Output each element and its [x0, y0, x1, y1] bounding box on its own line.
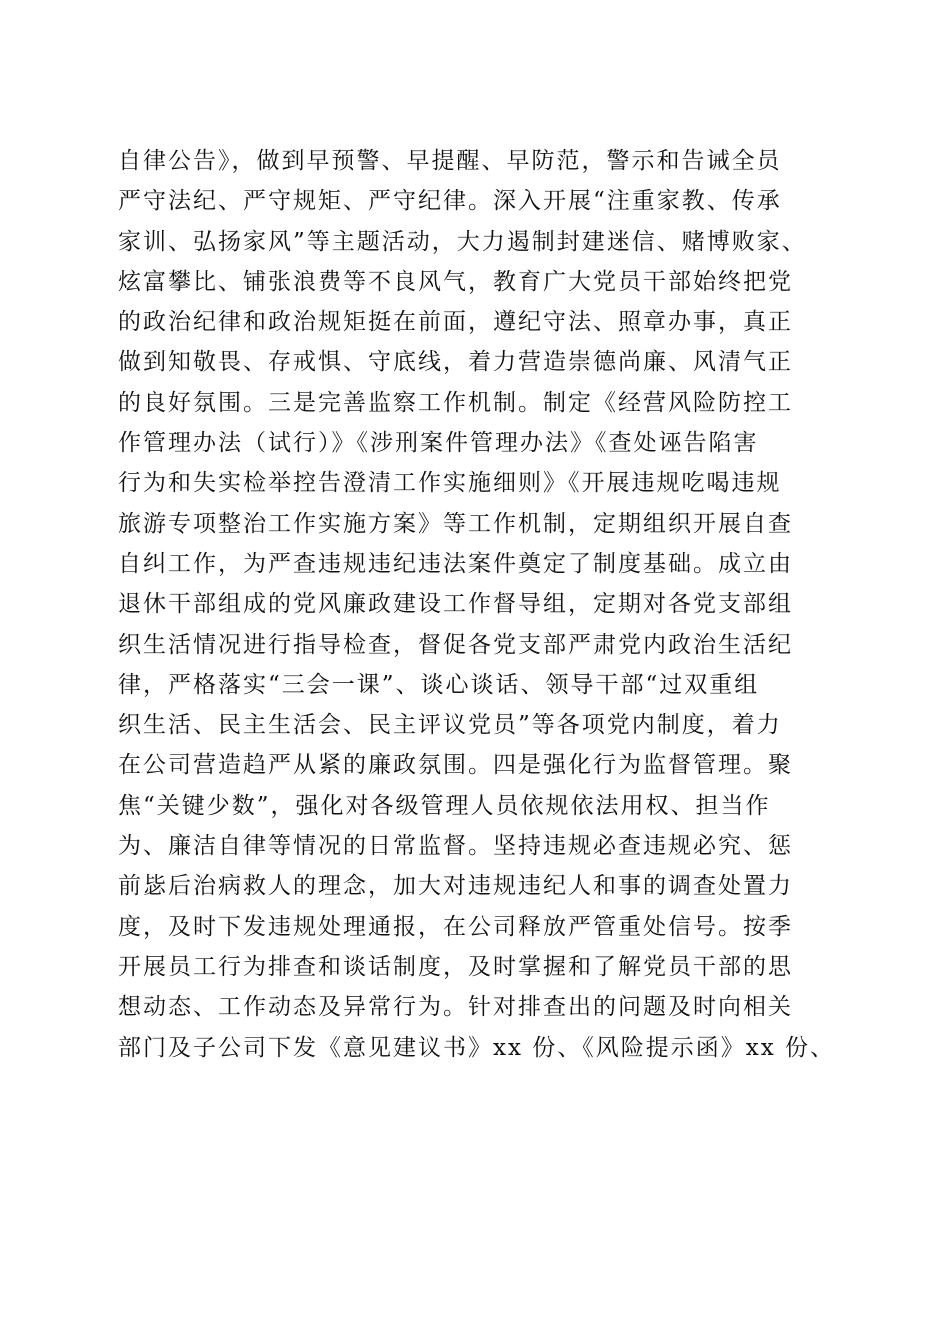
text-line: 旅游专项整治工作实施方案》等工作机制，定期组织开展自查	[118, 510, 793, 537]
text-line: 焦“关键少数”，强化对各级管理人员依规依法用权、担当作	[118, 792, 771, 819]
text-line: 的良好氛围。三是完善监察工作机制。制定《经营风险防控工	[118, 389, 793, 416]
text-line: 严守法纪、严守规矩、严守纪律。深入开展“注重家教、传承	[118, 188, 782, 215]
text-line: 做到知敬畏、存戒惧、守底线，着力营造崇德尚廉、风清气正	[118, 349, 793, 376]
text-line: 织生活情况进行指导检查，督促各党支部严肃党内政治生活纪	[118, 631, 793, 658]
body-paragraph	[118, 141, 838, 1068]
text-line: 为、廉洁自律等情况的日常监督。坚持违规必查违规必究、惩	[118, 833, 793, 860]
text-line: 织生活、民主生活会、民主评议党员”等各项党内制度，着力	[118, 712, 782, 739]
text-line: 自律公告》，做到早预警、早提醒、早防范，警示和告诫全员	[118, 148, 782, 174]
text-line: 家训、弘扬家风”等主题活动，大力遏制封建迷信、赌博败家、	[118, 228, 807, 255]
text-line: 行为和失实检举控告澄清工作实施细则》《开展违规吃喝违规	[118, 470, 782, 497]
text-line: 退休干部组成的党风廉政建设工作督导组，定期对各党支部组	[118, 591, 793, 618]
text-line: 部门及子公司下发《意见建议书》xx 份、《风险提示函》xx 份、	[118, 1034, 836, 1061]
text-line: 前毖后治病救人的理念，加大对违规违纪人和事的调查处置力	[118, 873, 793, 900]
text-line: 作管理办法（试行）》《涉刑案件管理办法》《查处诬告陷害	[118, 430, 759, 457]
text-line: 开展员工行为排查和谈话制度，及时掌握和了解党员干部的思	[118, 953, 793, 980]
text-line: 度，及时下发违规处理通报，在公司释放严管重处信号。按季	[118, 913, 793, 940]
text-line: 自纠工作，为严查违规违纪违法案件奠定了制度基础。成立由	[118, 550, 793, 577]
text-line: 在公司营造趋严从紧的廉政氛围。四是强化行为监督管理。聚	[118, 752, 793, 779]
text-line: 的政治纪律和政治规矩挺在前面，遵纪守法、照章办事，真正	[118, 309, 793, 336]
text-line: 想动态、工作动态及异常行为。针对排查出的问题及时向相关	[118, 994, 793, 1021]
text-line: 炫富攀比、铺张浪费等不良风气，教育广大党员干部始终把党	[118, 268, 793, 295]
text-line: 律，严格落实“三会一课”、谈心谈话、领导干部“过双重组	[118, 671, 760, 698]
